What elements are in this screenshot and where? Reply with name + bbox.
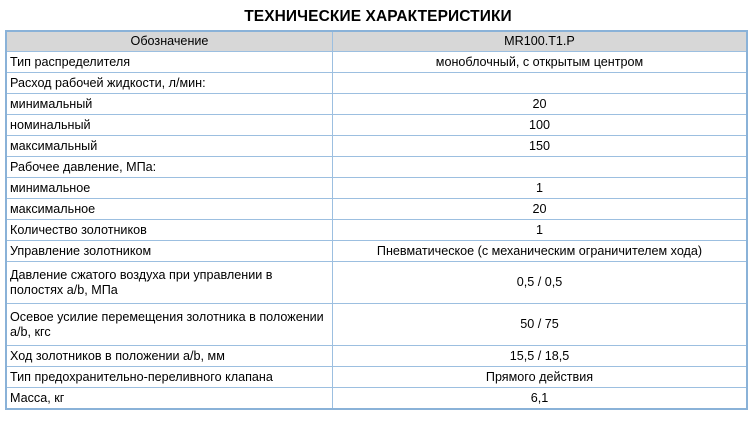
table-header-row bbox=[7, 32, 747, 52]
table-row bbox=[7, 199, 747, 220]
row-label: Тип предохранительно-переливного клапана bbox=[7, 367, 333, 388]
row-label: максимальный bbox=[7, 136, 333, 157]
row-value: 20 bbox=[333, 94, 747, 115]
row-label: Ход золотников в положении а/b, мм bbox=[7, 346, 333, 367]
row-value bbox=[333, 73, 747, 94]
row-label: Осевое усилие перемещения золотника в положении а/b, кгс bbox=[7, 304, 333, 346]
row-label: Управление золотником bbox=[7, 241, 333, 262]
row-label: максимальное bbox=[7, 199, 333, 220]
row-value: 150 bbox=[333, 136, 747, 157]
table-row bbox=[7, 52, 747, 73]
row-value: 100 bbox=[333, 115, 747, 136]
table-row bbox=[7, 115, 747, 136]
row-label: Количество золотников bbox=[7, 220, 333, 241]
row-value: 50 / 75 bbox=[333, 304, 747, 346]
table-row bbox=[7, 262, 747, 304]
table-row bbox=[7, 94, 747, 115]
row-label: номинальный bbox=[7, 115, 333, 136]
row-label: Давление сжатого воздуха при управлении в полостях а/b, МПа bbox=[7, 262, 333, 304]
table-row bbox=[7, 241, 747, 262]
specifications-table bbox=[6, 31, 747, 409]
row-value: 0,5 / 0,5 bbox=[333, 262, 747, 304]
table-row bbox=[7, 157, 747, 178]
row-label: минимальное bbox=[7, 178, 333, 199]
table-row bbox=[7, 346, 747, 367]
header-model: MR100.T1.P bbox=[333, 32, 747, 52]
row-label: минимальный bbox=[7, 94, 333, 115]
row-value: 15,5 / 18,5 bbox=[333, 346, 747, 367]
table-row bbox=[7, 220, 747, 241]
page-title: ТЕХНИЧЕСКИЕ ХАРАКТЕРИСТИКИ bbox=[244, 8, 512, 25]
row-label: Масса, кг bbox=[7, 388, 333, 409]
table-row bbox=[7, 367, 747, 388]
table-row bbox=[7, 136, 747, 157]
table-row bbox=[7, 178, 747, 199]
row-value: моноблочный, с открытым центром bbox=[333, 52, 747, 73]
row-label: Расход рабочей жидкости, л/мин: bbox=[7, 73, 333, 94]
header-designation: Обозначение bbox=[7, 32, 333, 52]
row-value bbox=[333, 157, 747, 178]
table-row bbox=[7, 388, 747, 409]
row-value: Пневматическое (с механическим ограничителем хода) bbox=[333, 241, 747, 262]
row-value: Прямого действия bbox=[333, 367, 747, 388]
row-value: 6,1 bbox=[333, 388, 747, 409]
table-row bbox=[7, 73, 747, 94]
row-value: 1 bbox=[333, 220, 747, 241]
table-row bbox=[7, 304, 747, 346]
row-value: 1 bbox=[333, 178, 747, 199]
row-label: Рабочее давление, МПа: bbox=[7, 157, 333, 178]
row-value: 20 bbox=[333, 199, 747, 220]
row-label: Тип распределителя bbox=[7, 52, 333, 73]
